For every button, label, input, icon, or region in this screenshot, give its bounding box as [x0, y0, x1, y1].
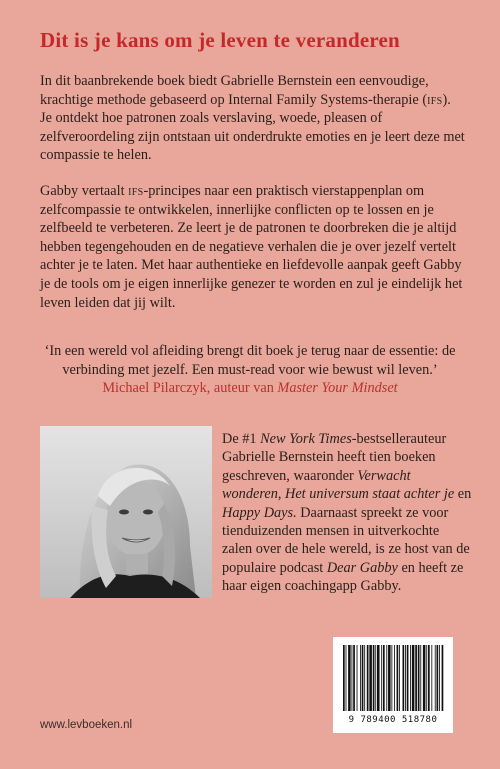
- isbn-number: 9 789400 518780: [348, 715, 438, 725]
- bio-text-5: ,: [277, 486, 286, 503]
- paragraph-1: [40, 72, 465, 165]
- quote-author-prefix: Michael Pilarczyk, auteur van: [102, 380, 278, 396]
- bio-italic-newspaper: New York Times: [260, 431, 352, 447]
- author-bio: [222, 430, 472, 596]
- review-quote: ‘In een wereld vol afleiding brengt dit boek je terug naar de essentie: de verbinding met jezelf. Een must-read voor wie bewust wil leven.’: [44, 343, 456, 378]
- bio-text-9: Daarnaast spreekt ze voor tienduizenden mensen in uitverkochte zalen over de hele wereld, is ze host van de populaire podcast: [222, 504, 470, 576]
- author-photo: [40, 426, 212, 598]
- author-portrait-image: [40, 426, 212, 598]
- bio-text-7: en: [454, 486, 472, 503]
- paragraph-2: [40, 182, 465, 312]
- bio-text-11: en heeft ze haar eigen coachingapp Gabby.: [222, 559, 464, 595]
- paragraph-2-text-a: Gabby vertaalt: [40, 183, 129, 199]
- paragraph-1-abbr: ifs: [427, 91, 443, 108]
- headline: Dit is je kans om je leven te veranderen: [40, 28, 400, 52]
- barcode: [333, 637, 453, 733]
- bio-text-3: -bestsellerauteur Gabrielle Bernstein heeft tien boeken geschreven, waaronder: [222, 431, 447, 484]
- bio-italic-book-1: Verwacht wonderen: [222, 467, 411, 503]
- quote-author-book: Master Your Mindset: [277, 380, 398, 396]
- bio-italic-podcast: Dear Gabby: [326, 559, 398, 576]
- barcode-bars: [341, 645, 445, 713]
- bio-italic-book-3: Happy Days.: [222, 504, 297, 521]
- bio-text-1: De #1: [222, 431, 261, 447]
- paragraph-1-text-b: ). Je ontdekt hoe patronen zoals verslaving, woede, pleasen of zelfveroordeling zijn ontstaan uit onderdrukte emoties en je leert deze met compassie te helen.: [40, 91, 465, 164]
- publisher-website: www.levboeken.nl: [40, 719, 133, 731]
- bio-italic-book-2: Het universum staat achter je: [285, 486, 455, 503]
- paragraph-1-text-a: In dit baanbrekende boek biedt Gabrielle Bernstein een eenvoudige, krachtige methode gebaseerd op Internal Family Systems-therapie (: [40, 73, 429, 108]
- quote-author: [30, 380, 470, 397]
- paragraph-2-text-b: -principes naar een praktisch vierstappenplan om zelfcompassie te ontwikkelen, innerlijke conflicten op te lossen en je zelfbeeld te verbeteren. Ze leert je de patronen te doorbreken die je altijd hebben tegengehouden en de negatieve verhalen die je over jezelf vertelt achter je te laten. Met haar authentieke en liefdevolle aanpak geeft Gabby je de tools om je eigen innerlijke genezer te worden en zul je eindelijk het leven leiden dat jij wilt.: [40, 183, 463, 311]
- paragraph-2-abbr: ifs: [128, 183, 144, 199]
